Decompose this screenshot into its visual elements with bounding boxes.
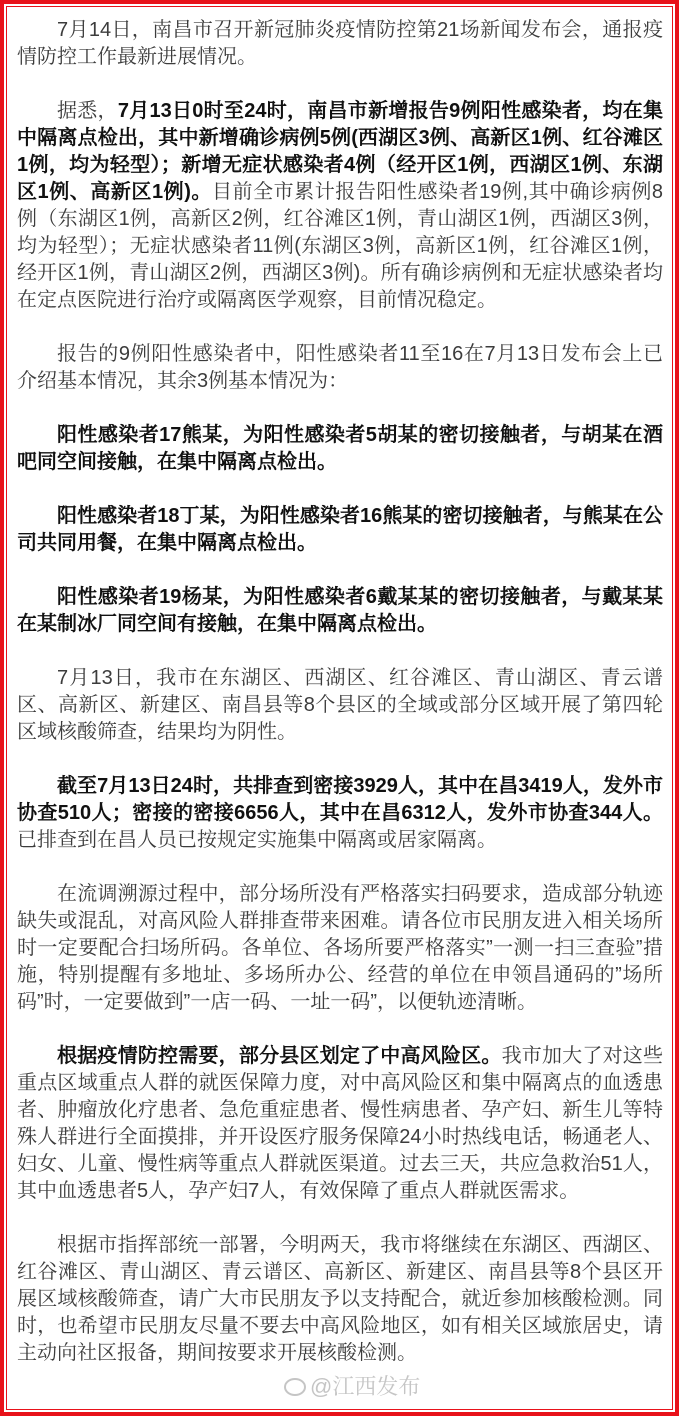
text-run: 7月14日，南昌市召开新冠肺炎疫情防控第21场新闻发布会，通报疫情防控工作最新进展情况。 bbox=[17, 19, 663, 68]
bold-text-run: 根据疫情防控需要，部分县区划定了中高风险区。 bbox=[57, 1045, 502, 1067]
paragraph bbox=[17, 584, 663, 638]
text-run: 报告的9例阳性感染者中，阳性感染者11至16在7月13日发布会上已介绍基本情况，其余3例基本情况为： bbox=[17, 343, 663, 392]
text-run: 在流调溯源过程中，部分场所没有严格落实扫码要求，造成部分轨迹缺失或混乱，对高风险人群排查带来困难。请各位市民朋友进入相关场所时一定要配合扫场所码。各单位、各场所要严格落实”一测一扫三查验”措施，特别提醒有多地址、多场所办公、经营的单位在申领昌通码的”场所码”时，一定要做到”一店一码、一址一码”，以便轨迹清晰。 bbox=[17, 883, 663, 1013]
bold-text-run: 阳性感染者18丁某，为阳性感染者16熊某的密切接触者，与熊某在公司共同用餐，在集中隔离点检出。 bbox=[17, 505, 663, 554]
paragraph bbox=[17, 98, 663, 314]
weibo-icon bbox=[284, 1378, 306, 1396]
paragraph bbox=[17, 503, 663, 557]
bold-text-run: 截至7月13日24时，共排查到密接3929人，其中在昌3419人，发外市协查510人；密接的密接6656人，其中在昌6312人，发外市协查344人。 bbox=[17, 775, 663, 824]
text-run: 据悉， bbox=[57, 100, 118, 122]
paragraph bbox=[17, 665, 663, 746]
paragraph bbox=[17, 1232, 663, 1367]
paragraph bbox=[17, 341, 663, 395]
text-run: 我市加大了对这些重点区域重点人群的就医保障力度，对中高风险区和集中隔离点的血透患者、肿瘤放化疗患者、急危重症患者、慢性病患者、孕产妇、新生儿等特殊人群进行全面摸排，并开设医疗服务保障24小时热线电话，畅通老人、妇女、儿童、慢性病等重点人群就医渠道。过去三天，共应急救治51人，其中血透患者5人，孕产妇7人，有效保障了重点人群就医需求。 bbox=[17, 1045, 664, 1202]
bold-text-run: 7月13日0时至24时，南昌市新增报告9例阳性感染者，均在集中隔离点检出，其中新增确诊病例5例(西湖区3例、高新区1例、红谷滩区1例，均为轻型）；新增无症状感染者4例（经开区1例，西湖区1例、东湖区1例、高新区1例)。 bbox=[17, 100, 663, 203]
text-run: 已排查到在昌人员已按规定实施集中隔离或居家隔离。 bbox=[17, 829, 497, 851]
text-run: 根据市指挥部统一部署，今明两天，我市将继续在东湖区、西湖区、红谷滩区、青山湖区、青云谱区、高新区、新建区、南昌县等8个县区开展区域核酸筛查，请广大市民朋友予以支持配合，就近参加核酸检测。同时，也希望市民朋友尽量不要去中高风险地区，如有相关区域旅居史，请主动向社区报备，期间按要求开展核酸检测。 bbox=[17, 1234, 663, 1364]
paragraph bbox=[17, 1043, 663, 1205]
watermark-text: @江西发布 bbox=[310, 1374, 421, 1399]
paragraph bbox=[17, 773, 663, 854]
bold-text-run: 阳性感染者17熊某，为阳性感染者5胡某的密切接触者，与胡某在酒吧同空间接触，在集中隔离点检出。 bbox=[17, 424, 663, 473]
inner-border bbox=[6, 6, 673, 1410]
paragraph bbox=[17, 881, 663, 1016]
paragraph bbox=[17, 422, 663, 476]
article-body bbox=[17, 17, 663, 1367]
watermark bbox=[284, 1373, 663, 1401]
paragraph bbox=[17, 17, 663, 71]
text-run: 目前全市累计报告阳性感染者19例,其中确诊病例8例（东湖区1例，高新区2例，红谷滩区1例，青山湖区1例，西湖区3例，均为轻型）；无症状感染者11例(东湖区3例，高新区1例，红谷滩区1例，经开区1例，青山湖区2例，西湖区3例)。所有确诊病例和无症状感染者均在定点医院进行治疗或隔离医学观察，目前情况稳定。 bbox=[17, 181, 663, 311]
text-run: 7月13日，我市在东湖区、西湖区、红谷滩区、青山湖区、青云谱区、高新区、新建区、南昌县等8个县区的全域或部分区域开展了第四轮区域核酸筛查，结果均为阴性。 bbox=[17, 667, 663, 743]
bold-text-run: 阳性感染者19杨某，为阳性感染者6戴某某的密切接触者，与戴某某在某制冰厂同空间有接触，在集中隔离点检出。 bbox=[17, 586, 663, 635]
